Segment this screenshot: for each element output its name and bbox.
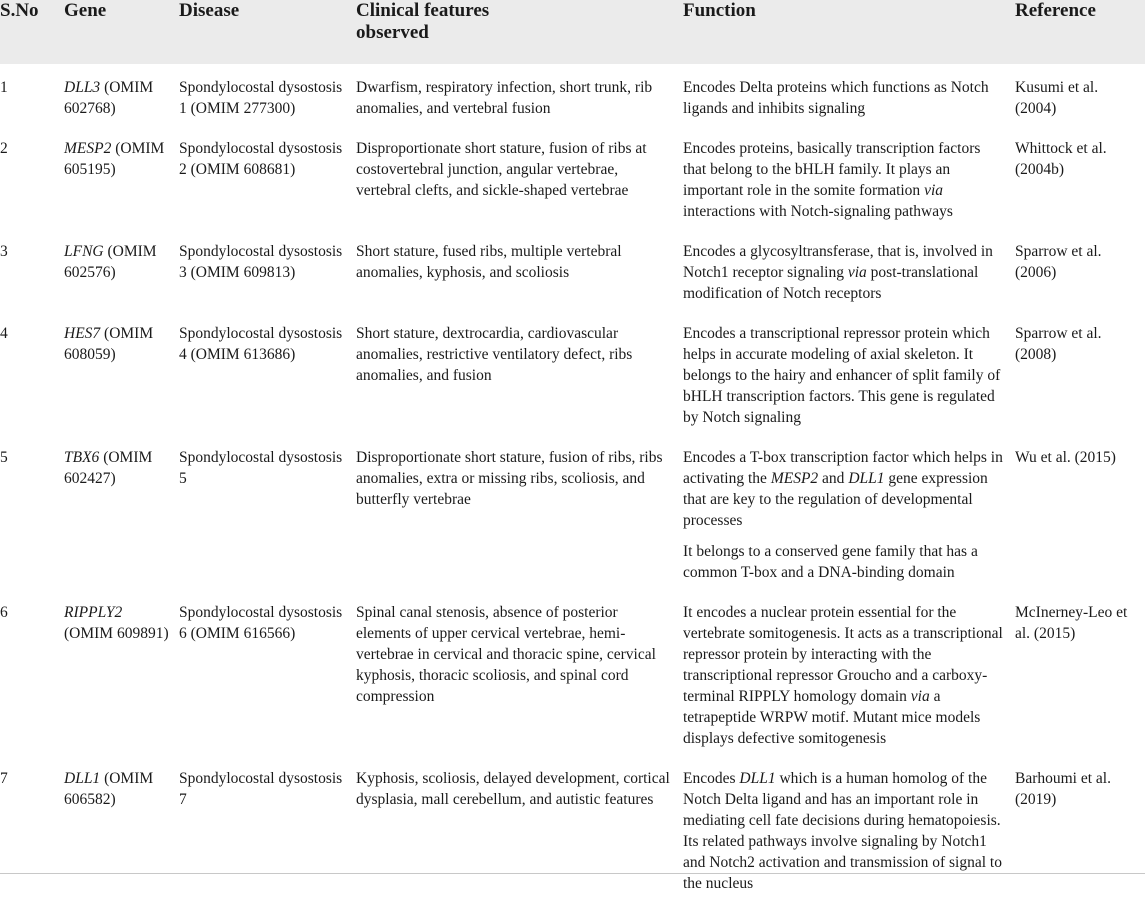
cell-clinical: Disproportionate short stature, fusion of ribs, ribs anomalies, extra or missing ribs, scoliosis, and butterfly vertebrae [356, 449, 663, 508]
cell-function [683, 125, 1015, 228]
table-row [0, 589, 1145, 755]
cell-reference: Sparrow et al. (2008) [1015, 325, 1102, 363]
cell-sno: 6 [0, 604, 8, 621]
cell-sno: 2 [0, 140, 8, 157]
table-row [0, 64, 1145, 125]
gene-omim: (OMIM 602576) [64, 243, 157, 281]
cell-disease: Spondylocostal dysostosis 2 (OMIM 608681) [179, 140, 343, 178]
header-function: Function [683, 0, 756, 21]
cell-sno: 5 [0, 449, 8, 466]
function-italic: MESP2 [770, 470, 819, 487]
cell-function [683, 755, 1015, 900]
cell-sno: 3 [0, 243, 8, 260]
cell-clinical: Kyphosis, scoliosis, delayed development, cortical dysplasia, mall cerebellum, and autistic features [356, 770, 670, 808]
function-text: It encodes a nuclear protein essential for the vertebrate somitogenesis. It acts as a transcriptional repressor protein by interacting with the transcriptional repressor Groucho and a carboxy-terminal RIPPLY homology domain [683, 604, 1003, 705]
function-text: Encodes a T-box transcription factor which helps in activating the [683, 449, 1003, 487]
table-row [0, 310, 1145, 434]
cell-disease: Spondylocostal dysostosis 5 [179, 449, 343, 487]
cell-reference: Kusumi et al. (2004) [1015, 79, 1099, 117]
gene-symbol: LFNG [64, 243, 104, 260]
function-text: Encodes proteins, basically transcription factors that belong to the bHLH family. It plays an important role in the somite formation [683, 140, 981, 199]
cell-gene [64, 125, 179, 228]
cell-gene [64, 755, 179, 900]
cell-function: Encodes Delta proteins which functions as Notch ligands and inhibits signaling [683, 79, 989, 117]
gene-symbol: TBX6 [64, 449, 100, 466]
cell-clinical: Disproportionate short stature, fusion of ribs at costovertebral junction, angular vertebrae, vertebral clefts, and sickle-shaped vertebrae [356, 140, 647, 199]
function-text: interactions with Notch-signaling pathways [683, 203, 953, 220]
gene-omim: (OMIM 605195) [64, 140, 165, 178]
cell-reference: Whittock et al. (2004b) [1015, 140, 1107, 178]
function-text: post-translational modification of Notch receptors [683, 264, 979, 302]
function-text: and [818, 470, 849, 487]
gene-omim: (OMIM 602427) [64, 449, 153, 487]
header-clinical-line1: Clinical features [356, 0, 490, 21]
function-text: which is a human homolog of the Notch Delta ligand and has an important role in mediating cell fate decisions during hematopoiesis. Its related pathways involve signaling by Notch1 and Notch2 activation and transmission of signal to the nucleus [683, 770, 1002, 892]
function-paragraph [683, 447, 1007, 531]
table-row [0, 125, 1145, 228]
gene-omim: (OMIM 609891) [64, 625, 169, 642]
gene-omim: (OMIM 608059) [64, 325, 154, 363]
cell-function: Encodes a transcriptional repressor protein which helps in accurate modeling of axial skeleton. It belongs to the hairy and enhancer of split family of bHLH transcription factors. This gene is regulated by Notch signaling [683, 325, 1001, 426]
cell-gene [64, 64, 179, 125]
cell-disease: Spondylocostal dysostosis 6 (OMIM 616566) [179, 604, 343, 642]
function-italic: DLL1 [848, 470, 885, 487]
gene-symbol: RIPPLY2 [64, 604, 123, 621]
cell-reference: Wu et al. (2015) [1015, 449, 1116, 466]
function-italic: via [924, 182, 943, 199]
gene-symbol: MESP2 [64, 140, 112, 157]
header-reference: Reference [1015, 0, 1096, 21]
cell-function [683, 589, 1015, 755]
table-row [0, 228, 1145, 310]
cell-disease: Spondylocostal dysostosis 3 (OMIM 609813) [179, 243, 343, 281]
gene-symbol: DLL3 [64, 79, 101, 96]
function-italic: DLL1 [739, 770, 776, 787]
function-italic: via [847, 264, 867, 281]
cell-clinical: Dwarfism, respiratory infection, short trunk, rib anomalies, and vertebral fusion [356, 79, 653, 117]
function-text: a tetrapeptide WRPW motif. Mutant mice models displays defective somitogenesis [683, 688, 981, 747]
header-disease: Disease [179, 0, 240, 21]
function-text: Encodes [683, 770, 740, 787]
cell-clinical: Short stature, fused ribs, multiple vertebral anomalies, kyphosis, and scoliosis [356, 243, 622, 281]
cell-clinical: Short stature, dextrocardia, cardiovascular anomalies, restrictive ventilatory defect, ribs anomalies, and fusion [356, 325, 633, 384]
header-sno: S.No [0, 0, 39, 21]
table-row [0, 434, 1145, 589]
cell-sno: 1 [0, 79, 8, 96]
header-gene: Gene [64, 0, 107, 21]
function-text: gene expression that are key to the regulation of developmental processes [683, 470, 988, 529]
gene-symbol: DLL1 [64, 770, 101, 787]
cell-clinical: Spinal canal stenosis, absence of posterior elements of upper cervical vertebrae, hemi-vertebrae in cervical and thoracic spine, cervical kyphosis, thoracic scoliosis, and spinal cord compression [356, 604, 656, 705]
function-italic: via [910, 688, 930, 705]
cell-reference: McInerney-Leo et al. (2015) [1015, 604, 1128, 642]
cell-function [683, 434, 1015, 589]
table-bottom-rule [0, 873, 1145, 874]
cell-gene [64, 310, 179, 434]
function-text: Encodes a glycosyltransferase, that is, involved in Notch1 receptor signaling [683, 243, 993, 281]
cell-disease: Spondylocostal dysostosis 1 (OMIM 277300) [179, 79, 343, 117]
gene-symbol: HES7 [64, 325, 101, 342]
header-clinical-line2: observed [356, 22, 429, 43]
cell-gene [64, 589, 179, 755]
cell-sno: 4 [0, 325, 8, 342]
table-row [0, 755, 1145, 900]
cell-sno: 7 [0, 770, 8, 787]
gene-omim: (OMIM 602768) [64, 79, 154, 117]
cell-gene [64, 434, 179, 589]
gene-omim: (OMIM 606582) [64, 770, 154, 808]
function-paragraph-2: It belongs to a conserved gene family that has a common T-box and a DNA-binding domain [683, 543, 978, 581]
cell-reference: Sparrow et al. (2006) [1015, 243, 1102, 281]
cell-disease: Spondylocostal dysostosis 7 [179, 770, 343, 808]
cell-gene [64, 228, 179, 310]
header-clinical [356, 0, 683, 64]
cell-function [683, 228, 1015, 310]
cell-disease: Spondylocostal dysostosis 4 (OMIM 613686) [179, 325, 343, 363]
table-header [0, 0, 1145, 64]
cell-reference: Barhoumi et al. (2019) [1015, 770, 1111, 808]
